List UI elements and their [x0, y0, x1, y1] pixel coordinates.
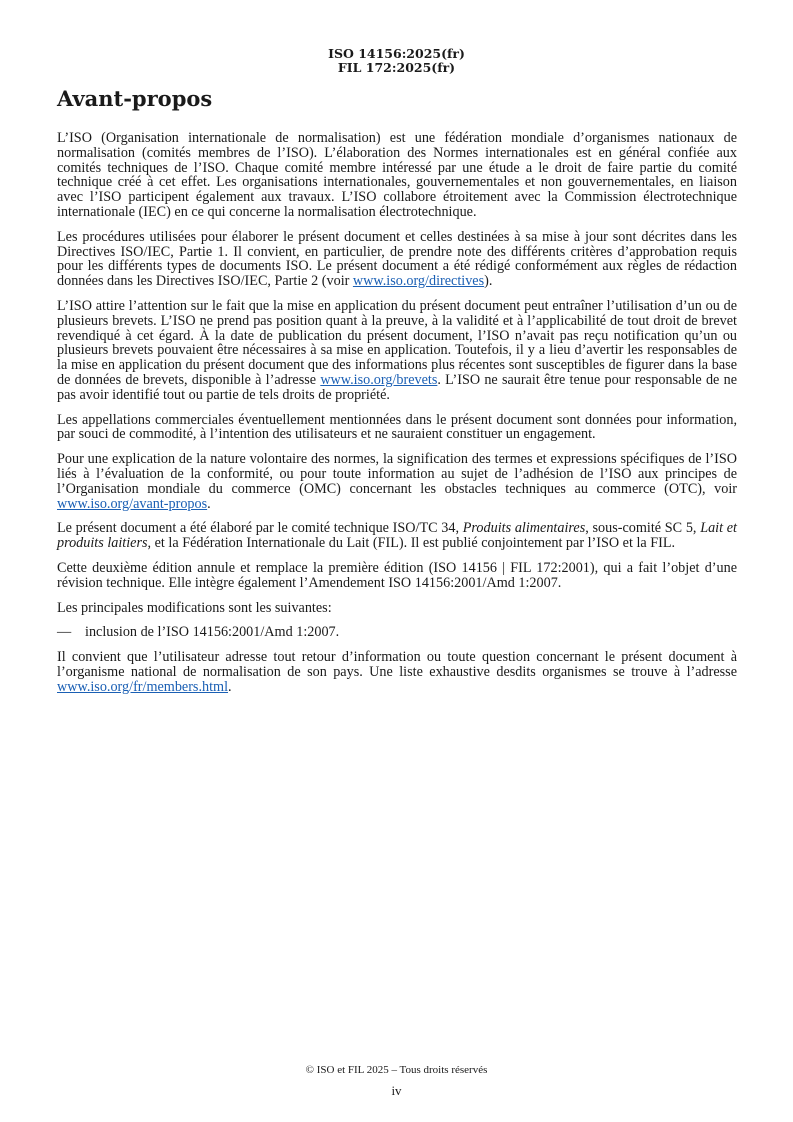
members-link[interactable]: www.iso.org/fr/members.html	[57, 678, 229, 695]
paragraph-feedback	[57, 650, 737, 694]
paragraph-procedures	[57, 230, 737, 289]
paragraph-committee-text-a: Le présent document a été élaboré par le comité technique ISO/TC 34,	[57, 520, 463, 537]
list-item	[57, 625, 737, 640]
page-number: iv	[391, 1083, 402, 1098]
document-header	[0, 47, 793, 75]
paragraph-voluntary-nature	[57, 452, 737, 511]
paragraph-patents-text: L’ISO attire l’attention sur le fait que la mise en application du présent document peut entraîner l’utilisation d’un ou de plusieurs brevets. L’ISO ne prend pas position quant à la preuve, à la validité et à l’applicabilité de tout droit de brevet revendiqué à cet égard. À la date de publication du présent document, l’ISO n’avait pas reçu notification qu’un ou plusieurs brevets pouvaient être nécessaires à sa mise en application. Toutefois, il y a lieu d’avertir les responsables de la mise en application du présent document que des informations plus récentes sont susceptibles de figurer dans la base de données de brevets, disponible à l’adresse	[57, 297, 737, 388]
list-item-text: inclusion de l’ISO 14156:2001/Amd 1:2007.	[85, 624, 340, 641]
subcommittee-name-milk: Lait et produits laitiers	[57, 520, 738, 552]
paragraph-feedback-end: .	[228, 678, 232, 695]
paragraph-procedures-end: ).	[484, 273, 493, 290]
foreword-body	[57, 131, 737, 705]
directives-link[interactable]: www.iso.org/directives	[352, 273, 485, 290]
paragraph-voluntary-end: .	[207, 495, 211, 512]
paragraph-trade-names: Les appellations commerciales éventuellement mentionnées dans le présent document sont données pour information, par souci de commodité, à l’intention des utilisateurs et ne sauraient constituer un engagement.	[57, 411, 737, 443]
paragraph-committee	[57, 521, 737, 551]
paragraph-patents	[57, 299, 737, 403]
paragraph-committee-text-c: , et la Fédération Internationale du Lait (FIL). Il est publié conjointement par l’ISO et la FIL.	[147, 535, 676, 552]
paragraph-changes-intro: Les principales modifications sont les suivantes:	[57, 599, 332, 616]
paragraph-procedures-text: Les procédures utilisées pour élaborer le présent document et celles destinées à sa mise à jour sont décrites dans les Directives ISO/IEC, Partie 1. Il convient, en particulier, de prendre note des différents critères d’approbation requis pour les différents types de documents ISO. Le présent document a été rédigé conformément aux règles de rédaction données dans les Directives ISO/IEC, Partie 2 (voir	[57, 228, 737, 290]
paragraph-committee-text-b: , sous-comité SC 5,	[585, 520, 701, 537]
paragraph-patents-end: . L’ISO ne saurait être tenue pour responsable de ne pas avoir identifié tout ou partie de tels droits de propriété.	[57, 371, 737, 403]
patents-link[interactable]: www.iso.org/brevets	[320, 371, 438, 388]
paragraph-edition: Cette deuxième édition annule et remplace la première édition (ISO 14156 | FIL 172:2001), qui a fait l’objet d’une révision technique. Elle intègre également l’Amendement ISO 14156:2001/Amd 1:2007.	[57, 559, 737, 591]
paragraph-feedback-text: Il convient que l’utilisateur adresse tout retour d’information ou toute question concernant le présent document à l’organisme national de normalisation de son pays. Une liste exhaustive desdits organismes se trouve à l’adresse	[57, 649, 737, 680]
header-iso-reference: ISO 14156:2025(fr)	[328, 46, 465, 61]
foreword-link[interactable]: www.iso.org/avant-propos	[57, 495, 208, 512]
copyright-footer: © ISO et FIL 2025 – Tous droits réservés	[305, 1064, 488, 1076]
list-dash: —	[57, 624, 72, 641]
committee-name-food: Produits alimentaires	[462, 520, 586, 537]
page-title: Avant-propos	[57, 86, 213, 111]
paragraph-iso-intro: L’ISO (Organisation internationale de normalisation) est une fédération mondiale d’organismes nationaux de normalisation (comités membres de l’ISO). L’élaboration des Normes internationales est en général confiée aux comités techniques de l’ISO. Chaque comité membre intéressé par une étude a le droit de faire partie du comité technique créé à cet effet. Les organisations internationales, gouvernementales et non gouvernementales, en liaison avec l’ISO participent également aux travaux. L’ISO collabore étroitement avec la Commission électrotechnique internationale (IEC) en ce qui concerne la normalisation électrotechnique.	[57, 130, 737, 220]
header-fil-reference: FIL 172:2025(fr)	[337, 60, 456, 75]
paragraph-voluntary-text: Pour une explication de la nature volontaire des normes, la signification des termes et expressions spécifiques de l’ISO liés à l’évaluation de la conformité, ou pour toute information au sujet de l’adhésion de l’ISO aux principes de l’Organisation mondiale du commerce (OMC) concernant les obstacles techniques au commerce (OTC), voir	[57, 451, 737, 497]
